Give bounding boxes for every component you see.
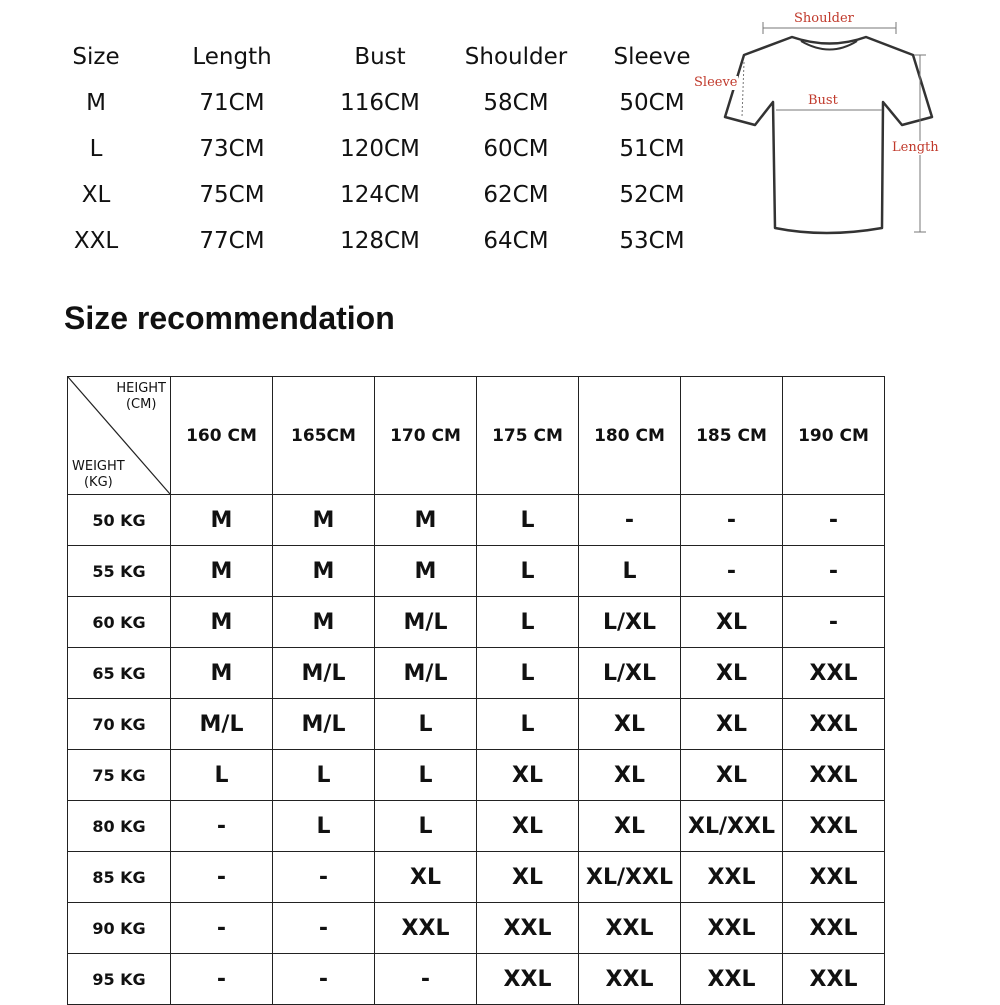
size-recommendation-cell: XXL bbox=[783, 699, 885, 750]
size-chart-cell: 116CM bbox=[340, 90, 420, 116]
size-chart-cell: XXL bbox=[73, 228, 119, 254]
size-chart-cell: 77CM bbox=[199, 228, 265, 254]
length-label: Length bbox=[892, 140, 939, 155]
weight-header-cell: 85 KG bbox=[68, 852, 171, 903]
table-row bbox=[68, 954, 885, 1005]
size-recommendation-cell: L bbox=[273, 750, 375, 801]
weight-header-cell: 60 KG bbox=[68, 597, 171, 648]
size-recommendation-cell: M/L bbox=[273, 699, 375, 750]
size-recommendation-cell: - bbox=[681, 546, 783, 597]
size-recommendation-cell: XL/XXL bbox=[681, 801, 783, 852]
size-recommendation-cell: XXL bbox=[681, 954, 783, 1005]
size-recommendation-cell: - bbox=[273, 954, 375, 1005]
size-recommendation-cell: M bbox=[171, 495, 273, 546]
size-recommendation-cell: XXL bbox=[783, 903, 885, 954]
table-row bbox=[68, 750, 885, 801]
size-chart-header-cell: Bust bbox=[354, 44, 406, 70]
size-chart bbox=[40, 34, 720, 264]
size-recommendation-title: Size recommendation bbox=[64, 300, 395, 336]
size-chart-cell: 124CM bbox=[340, 182, 420, 208]
tshirt-icon bbox=[680, 0, 1000, 260]
weight-axis-label: WEIGHT (KG) bbox=[72, 459, 125, 490]
size-recommendation-cell: XXL bbox=[681, 903, 783, 954]
size-recommendation-cell: L bbox=[375, 750, 477, 801]
weight-header-cell: 90 KG bbox=[68, 903, 171, 954]
size-chart-cell: 75CM bbox=[199, 182, 265, 208]
table-row bbox=[68, 597, 885, 648]
shoulder-label: Shoulder bbox=[794, 11, 854, 26]
height-header-cell: 175 CM bbox=[477, 377, 579, 495]
size-recommendation-cell: M bbox=[171, 648, 273, 699]
size-recommendation-cell: M bbox=[375, 546, 477, 597]
size-recommendation-cell: - bbox=[783, 597, 885, 648]
size-chart-cell: 120CM bbox=[340, 136, 420, 162]
bust-label: Bust bbox=[808, 93, 838, 108]
tshirt-measurement-diagram bbox=[680, 0, 1000, 260]
table-row bbox=[68, 852, 885, 903]
size-recommendation-cell: L/XL bbox=[579, 648, 681, 699]
height-header-cell: 180 CM bbox=[579, 377, 681, 495]
height-header-row bbox=[68, 377, 885, 495]
size-recommendation-cell: XL bbox=[681, 699, 783, 750]
table-row bbox=[68, 801, 885, 852]
size-recommendation-cell: - bbox=[783, 546, 885, 597]
height-header-cell: 170 CM bbox=[375, 377, 477, 495]
size-chart-cell: 52CM bbox=[619, 182, 685, 208]
size-chart-cell: 51CM bbox=[619, 136, 685, 162]
size-recommendation-cell: XXL bbox=[477, 903, 579, 954]
weight-header-cell: 65 KG bbox=[68, 648, 171, 699]
size-recommendation-cell: XL bbox=[477, 750, 579, 801]
weight-header-cell: 50 KG bbox=[68, 495, 171, 546]
size-recommendation-cell: L bbox=[477, 648, 579, 699]
size-chart-cell: 62CM bbox=[483, 182, 549, 208]
size-recommendation-cell: XXL bbox=[783, 801, 885, 852]
size-recommendation-cell: XXL bbox=[477, 954, 579, 1005]
size-recommendation-cell: - bbox=[171, 954, 273, 1005]
sleeve-label: Sleeve bbox=[694, 75, 738, 90]
table-row bbox=[68, 903, 885, 954]
size-recommendation-cell: XXL bbox=[783, 954, 885, 1005]
size-recommendation-cell: XXL bbox=[579, 903, 681, 954]
height-header-cell: 190 CM bbox=[783, 377, 885, 495]
size-recommendation-cell: M/L bbox=[375, 597, 477, 648]
height-header-cell: 165CM bbox=[273, 377, 375, 495]
size-recommendation-cell: XXL bbox=[375, 903, 477, 954]
size-recommendation-cell: XL bbox=[579, 699, 681, 750]
size-recommendation-cell: L bbox=[477, 495, 579, 546]
size-recommendation-cell: XL bbox=[681, 750, 783, 801]
size-chart-cell: 53CM bbox=[619, 228, 685, 254]
size-recommendation-cell: M/L bbox=[273, 648, 375, 699]
size-recommendation-cell: XL bbox=[681, 648, 783, 699]
size-recommendation-cell: M bbox=[273, 597, 375, 648]
size-chart-header-cell: Shoulder bbox=[464, 44, 568, 70]
size-recommendation-cell: XXL bbox=[579, 954, 681, 1005]
size-recommendation-cell: XL bbox=[477, 852, 579, 903]
size-chart-cell: XL bbox=[81, 182, 111, 208]
table-row bbox=[68, 495, 885, 546]
size-recommendation-cell: - bbox=[681, 495, 783, 546]
size-chart-row bbox=[40, 80, 720, 126]
size-chart-header-cell: Size bbox=[72, 44, 120, 70]
size-recommendation-cell: M bbox=[273, 546, 375, 597]
weight-header-cell: 95 KG bbox=[68, 954, 171, 1005]
height-axis-label: HEIGHT (CM) bbox=[116, 381, 166, 412]
size-recommendation-cell: L bbox=[375, 699, 477, 750]
size-chart-cell: 64CM bbox=[483, 228, 549, 254]
size-chart-cell: M bbox=[86, 90, 106, 116]
size-recommendation-cell: M bbox=[273, 495, 375, 546]
size-recommendation-cell: XXL bbox=[783, 852, 885, 903]
size-recommendation-cell: L bbox=[477, 597, 579, 648]
weight-header-cell: 80 KG bbox=[68, 801, 171, 852]
weight-header-cell: 75 KG bbox=[68, 750, 171, 801]
height-header-cell: 185 CM bbox=[681, 377, 783, 495]
size-recommendation-cell: M bbox=[171, 546, 273, 597]
size-recommendation-cell: L bbox=[477, 546, 579, 597]
size-recommendation-cell: M bbox=[375, 495, 477, 546]
table-row bbox=[68, 546, 885, 597]
size-recommendation-cell: XXL bbox=[681, 852, 783, 903]
size-recommendation-cell: - bbox=[171, 801, 273, 852]
size-chart-cell: 60CM bbox=[483, 136, 549, 162]
height-header-cell: 160 CM bbox=[171, 377, 273, 495]
weight-header-cell: 70 KG bbox=[68, 699, 171, 750]
size-recommendation-cell: - bbox=[171, 852, 273, 903]
size-chart-cell: 128CM bbox=[340, 228, 420, 254]
size-chart-row bbox=[40, 172, 720, 218]
size-recommendation-table bbox=[67, 376, 885, 1005]
size-recommendation-cell: L bbox=[375, 801, 477, 852]
size-recommendation-cell: - bbox=[375, 954, 477, 1005]
size-chart-cell: 71CM bbox=[199, 90, 265, 116]
size-chart-header-cell: Sleeve bbox=[613, 44, 691, 70]
size-recommendation-cell: - bbox=[171, 903, 273, 954]
size-chart-cell: L bbox=[89, 136, 103, 162]
size-chart-cell: 50CM bbox=[619, 90, 685, 116]
size-chart-cell: 58CM bbox=[483, 90, 549, 116]
size-recommendation-cell: L/XL bbox=[579, 597, 681, 648]
table-row bbox=[68, 648, 885, 699]
size-recommendation-cell: XXL bbox=[783, 750, 885, 801]
size-recommendation-cell: L bbox=[477, 699, 579, 750]
size-recommendation-cell: XL bbox=[681, 597, 783, 648]
size-chart-row bbox=[40, 218, 720, 264]
size-recommendation-cell: M bbox=[171, 597, 273, 648]
size-chart-row bbox=[40, 126, 720, 172]
size-recommendation-cell: - bbox=[579, 495, 681, 546]
size-recommendation-cell: XL bbox=[579, 801, 681, 852]
weight-header-cell: 55 KG bbox=[68, 546, 171, 597]
size-recommendation-cell: - bbox=[273, 903, 375, 954]
table-row bbox=[68, 699, 885, 750]
table-corner-cell bbox=[68, 377, 171, 495]
size-recommendation-cell: XL bbox=[579, 750, 681, 801]
size-chart-header-row bbox=[40, 34, 720, 80]
size-recommendation-cell: L bbox=[171, 750, 273, 801]
size-chart-cell: 73CM bbox=[199, 136, 265, 162]
size-recommendation-cell: XXL bbox=[783, 648, 885, 699]
size-recommendation-cell: - bbox=[783, 495, 885, 546]
size-recommendation-cell: M/L bbox=[171, 699, 273, 750]
size-recommendation-cell: XL bbox=[375, 852, 477, 903]
size-recommendation-cell: L bbox=[579, 546, 681, 597]
size-recommendation-cell: XL/XXL bbox=[579, 852, 681, 903]
size-recommendation-cell: L bbox=[273, 801, 375, 852]
size-recommendation-cell: XL bbox=[477, 801, 579, 852]
size-chart-header-cell: Length bbox=[192, 44, 272, 70]
size-recommendation-cell: - bbox=[273, 852, 375, 903]
size-recommendation-cell: M/L bbox=[375, 648, 477, 699]
